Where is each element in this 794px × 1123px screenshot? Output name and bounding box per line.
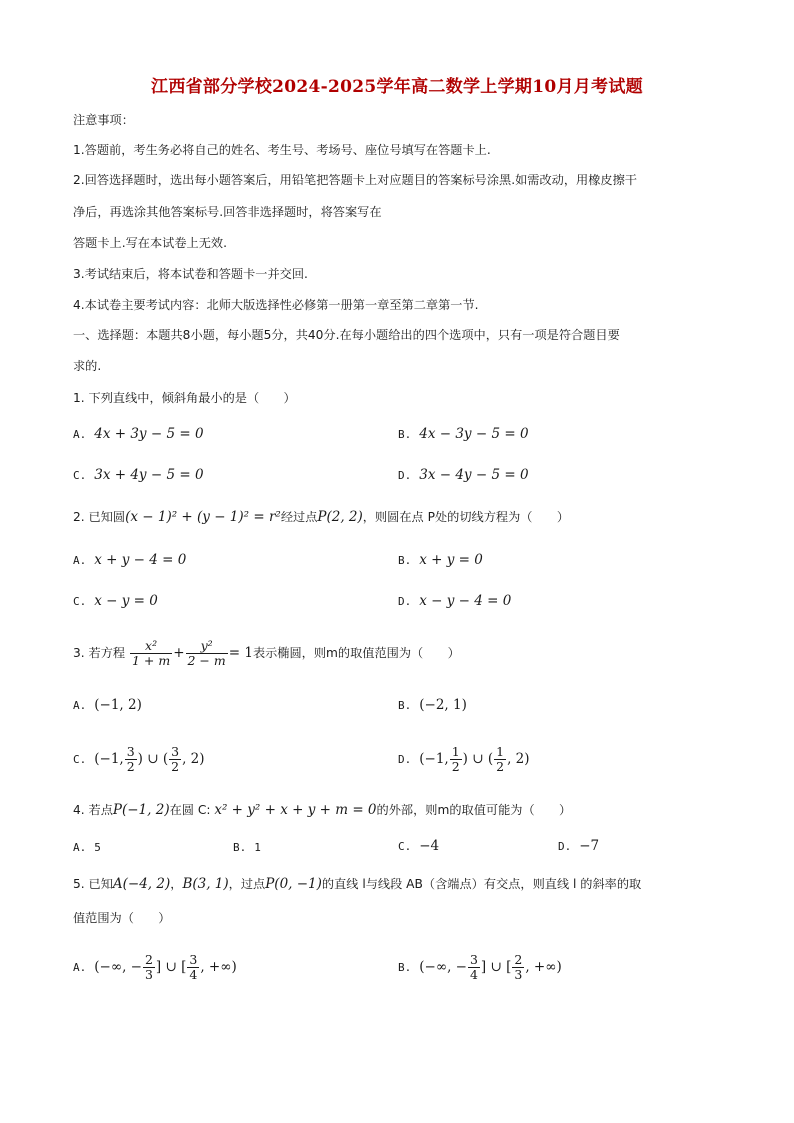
q2-tail: ，则圆在点 P处的切线方程为（ ）	[362, 510, 570, 524]
q1-option-d	[398, 467, 529, 483]
option-label: A.	[73, 428, 87, 441]
q4-num: 4. 若点	[73, 803, 113, 817]
option-label: A.	[73, 961, 87, 974]
q4-option-d	[558, 838, 599, 854]
q2-option-c-text: x − y = 0	[94, 593, 158, 609]
q4-point: P(−1, 2)	[112, 802, 170, 818]
q3-tail: 表示椭圆，则m的取值范围为（ ）	[252, 646, 460, 660]
q2-mid: 经过点	[280, 510, 318, 524]
notice-item-2c: 答题卡上.写在本试卷上无效.	[73, 236, 227, 250]
notice-item-3: 3.考试结束后，将本试卷和答题卡一并交回.	[73, 267, 308, 281]
option-label: A.	[73, 841, 87, 854]
option-label: B.	[398, 699, 412, 712]
option-label: B.	[398, 428, 412, 441]
q2-circle-equation: (x − 1)² + (y − 1)² = r²	[125, 509, 281, 525]
q4-option-a-text: 5	[94, 841, 101, 854]
option-label: C.	[398, 840, 412, 853]
option-label: A.	[73, 699, 87, 712]
q5-point-p: P(0, −1)	[265, 876, 322, 892]
q4-mid: 在圆 C:	[169, 803, 211, 817]
q1-stem: 1. 下列直线中，倾斜角最小的是（ ）	[73, 391, 296, 405]
q3-stem: 3. 若方程 $\frac{\text{x²}}{1 + m}$ + $\frac{\text{y²}}{2 - m}$ = 1表示椭圆，则m的取值范围为（ ）	[73, 638, 460, 668]
q5-num: 5. 已知	[73, 877, 113, 891]
q2-option-a-text: x + y − 4 = 0	[94, 552, 187, 568]
q4-option-b-text: 1	[254, 841, 261, 854]
q1-option-a	[73, 426, 204, 442]
option-label: C.	[73, 469, 87, 482]
q4-tail: 的外部，则m的取值可能为（ ）	[376, 803, 572, 817]
q5-point-a: A(−4, 2)	[112, 876, 171, 892]
notice-item-2b: 净后，再选涂其他答案标号.回答非选择题时，将答案写在	[73, 205, 382, 219]
option-label: C.	[73, 753, 87, 766]
q1-option-a-text: 4x + 3y − 5 = 0	[94, 426, 204, 442]
q4-option-a	[73, 840, 101, 854]
q2-stem	[73, 509, 728, 525]
notice-item-1: 1.答题前，考生务必将自己的姓名、考生号、考场号、座位号填写在答题卡上.	[73, 143, 491, 157]
q4-option-b	[233, 840, 261, 854]
q1-option-c	[73, 467, 204, 483]
q3-fraction-x: $\frac{\text{x²}}{1 + m}$	[131, 638, 171, 668]
q2-option-d	[398, 593, 511, 609]
q5-point-b: B(3, 1)	[182, 876, 229, 892]
q1-option-d-text: 3x − 4y − 5 = 0	[419, 467, 529, 483]
q5-stem: 5. 已知A(−4, 2)，B(3, 1)，过点P(0, −1)的直线 l与线段 AB（含端点）有交点，则直线 l 的斜率的取	[73, 876, 642, 892]
q4-circle-equation: x² + y² + x + y + m = 0	[214, 802, 377, 818]
notice-heading: 注意事项：	[73, 113, 134, 127]
q5-option-a: A. (−∞, − $\frac{2}{3}$ ] ∪ [ $\frac{3}{4}$ , +∞)	[73, 952, 237, 982]
notice-item-2a: 2.回答选择题时，选出每小题答案后，用铅笔把答题卡上对应题目的答案标号涂黑.如需改动，用橡皮擦干	[73, 173, 637, 187]
q4-option-c	[398, 838, 439, 854]
q4-option-d-text: −7	[579, 838, 600, 854]
q5-stem-line2: 值范围为（ ）	[73, 911, 171, 925]
q3-option-a-text: (−1, 2)	[94, 697, 142, 713]
q2-option-b	[398, 552, 483, 568]
option-label: D.	[398, 595, 412, 608]
section-heading-line2: 求的.	[73, 359, 102, 373]
q3-option-d: D. (−1, $\frac{1}{2}$ ) ∪ ( $\frac{1}{2}$ , 2)	[398, 744, 530, 774]
q5-tail: 的直线 l与线段 AB（含端点）有交点，则直线 l 的斜率的取	[321, 877, 642, 891]
option-label: A.	[73, 554, 87, 567]
q5-mid: ，过点	[228, 877, 266, 891]
q2-option-b-text: x + y = 0	[419, 552, 483, 568]
option-label: D.	[398, 469, 412, 482]
q2-option-d-text: x − y − 4 = 0	[419, 593, 512, 609]
q2-point: P(2, 2)	[317, 509, 363, 525]
q1-option-b-text: 4x − 3y − 5 = 0	[419, 426, 529, 442]
q2-num: 2. 已知圆	[73, 510, 126, 524]
notice-item-4: 4.本试卷主要考试内容：北师大版选择性必修第一册第一章至第二章第一节.	[73, 298, 479, 312]
option-label: D.	[558, 840, 572, 853]
q5-option-b: B. (−∞, − $\frac{3}{4}$ ] ∪ [ $\frac{2}{3}$ , +∞)	[398, 952, 562, 982]
q2-option-c	[73, 593, 158, 609]
q4-option-c-text: −4	[419, 838, 440, 854]
q3-eq: = 1	[228, 645, 253, 661]
q3-fraction-y: $\frac{\text{y²}}{2 - m}$	[187, 638, 226, 668]
q3-option-c: C. (−1, $\frac{3}{2}$ ) ∪ ( $\frac{3}{2}$ , 2)	[73, 744, 205, 774]
q2-option-a	[73, 552, 186, 568]
q3-option-a	[73, 697, 142, 713]
q1-option-b	[398, 426, 529, 442]
q3-option-b	[398, 697, 467, 713]
option-label: B.	[398, 961, 412, 974]
option-label: D.	[398, 753, 412, 766]
q4-stem	[73, 802, 728, 818]
q3-option-b-text: (−2, 1)	[419, 697, 467, 713]
section-heading-line1: 一、选择题：本题共8小题，每小题5分，共40分.在每小题给出的四个选项中，只有一项是符合题目要	[73, 328, 620, 342]
option-label: B.	[398, 554, 412, 567]
q1-option-c-text: 3x + 4y − 5 = 0	[94, 467, 204, 483]
exam-title: 江西省部分学校2024-2025学年高二数学上学期10月月考试题	[151, 77, 643, 97]
q3-num: 3. 若方程	[73, 646, 126, 660]
option-label: C.	[73, 595, 87, 608]
option-label: B.	[233, 841, 247, 854]
